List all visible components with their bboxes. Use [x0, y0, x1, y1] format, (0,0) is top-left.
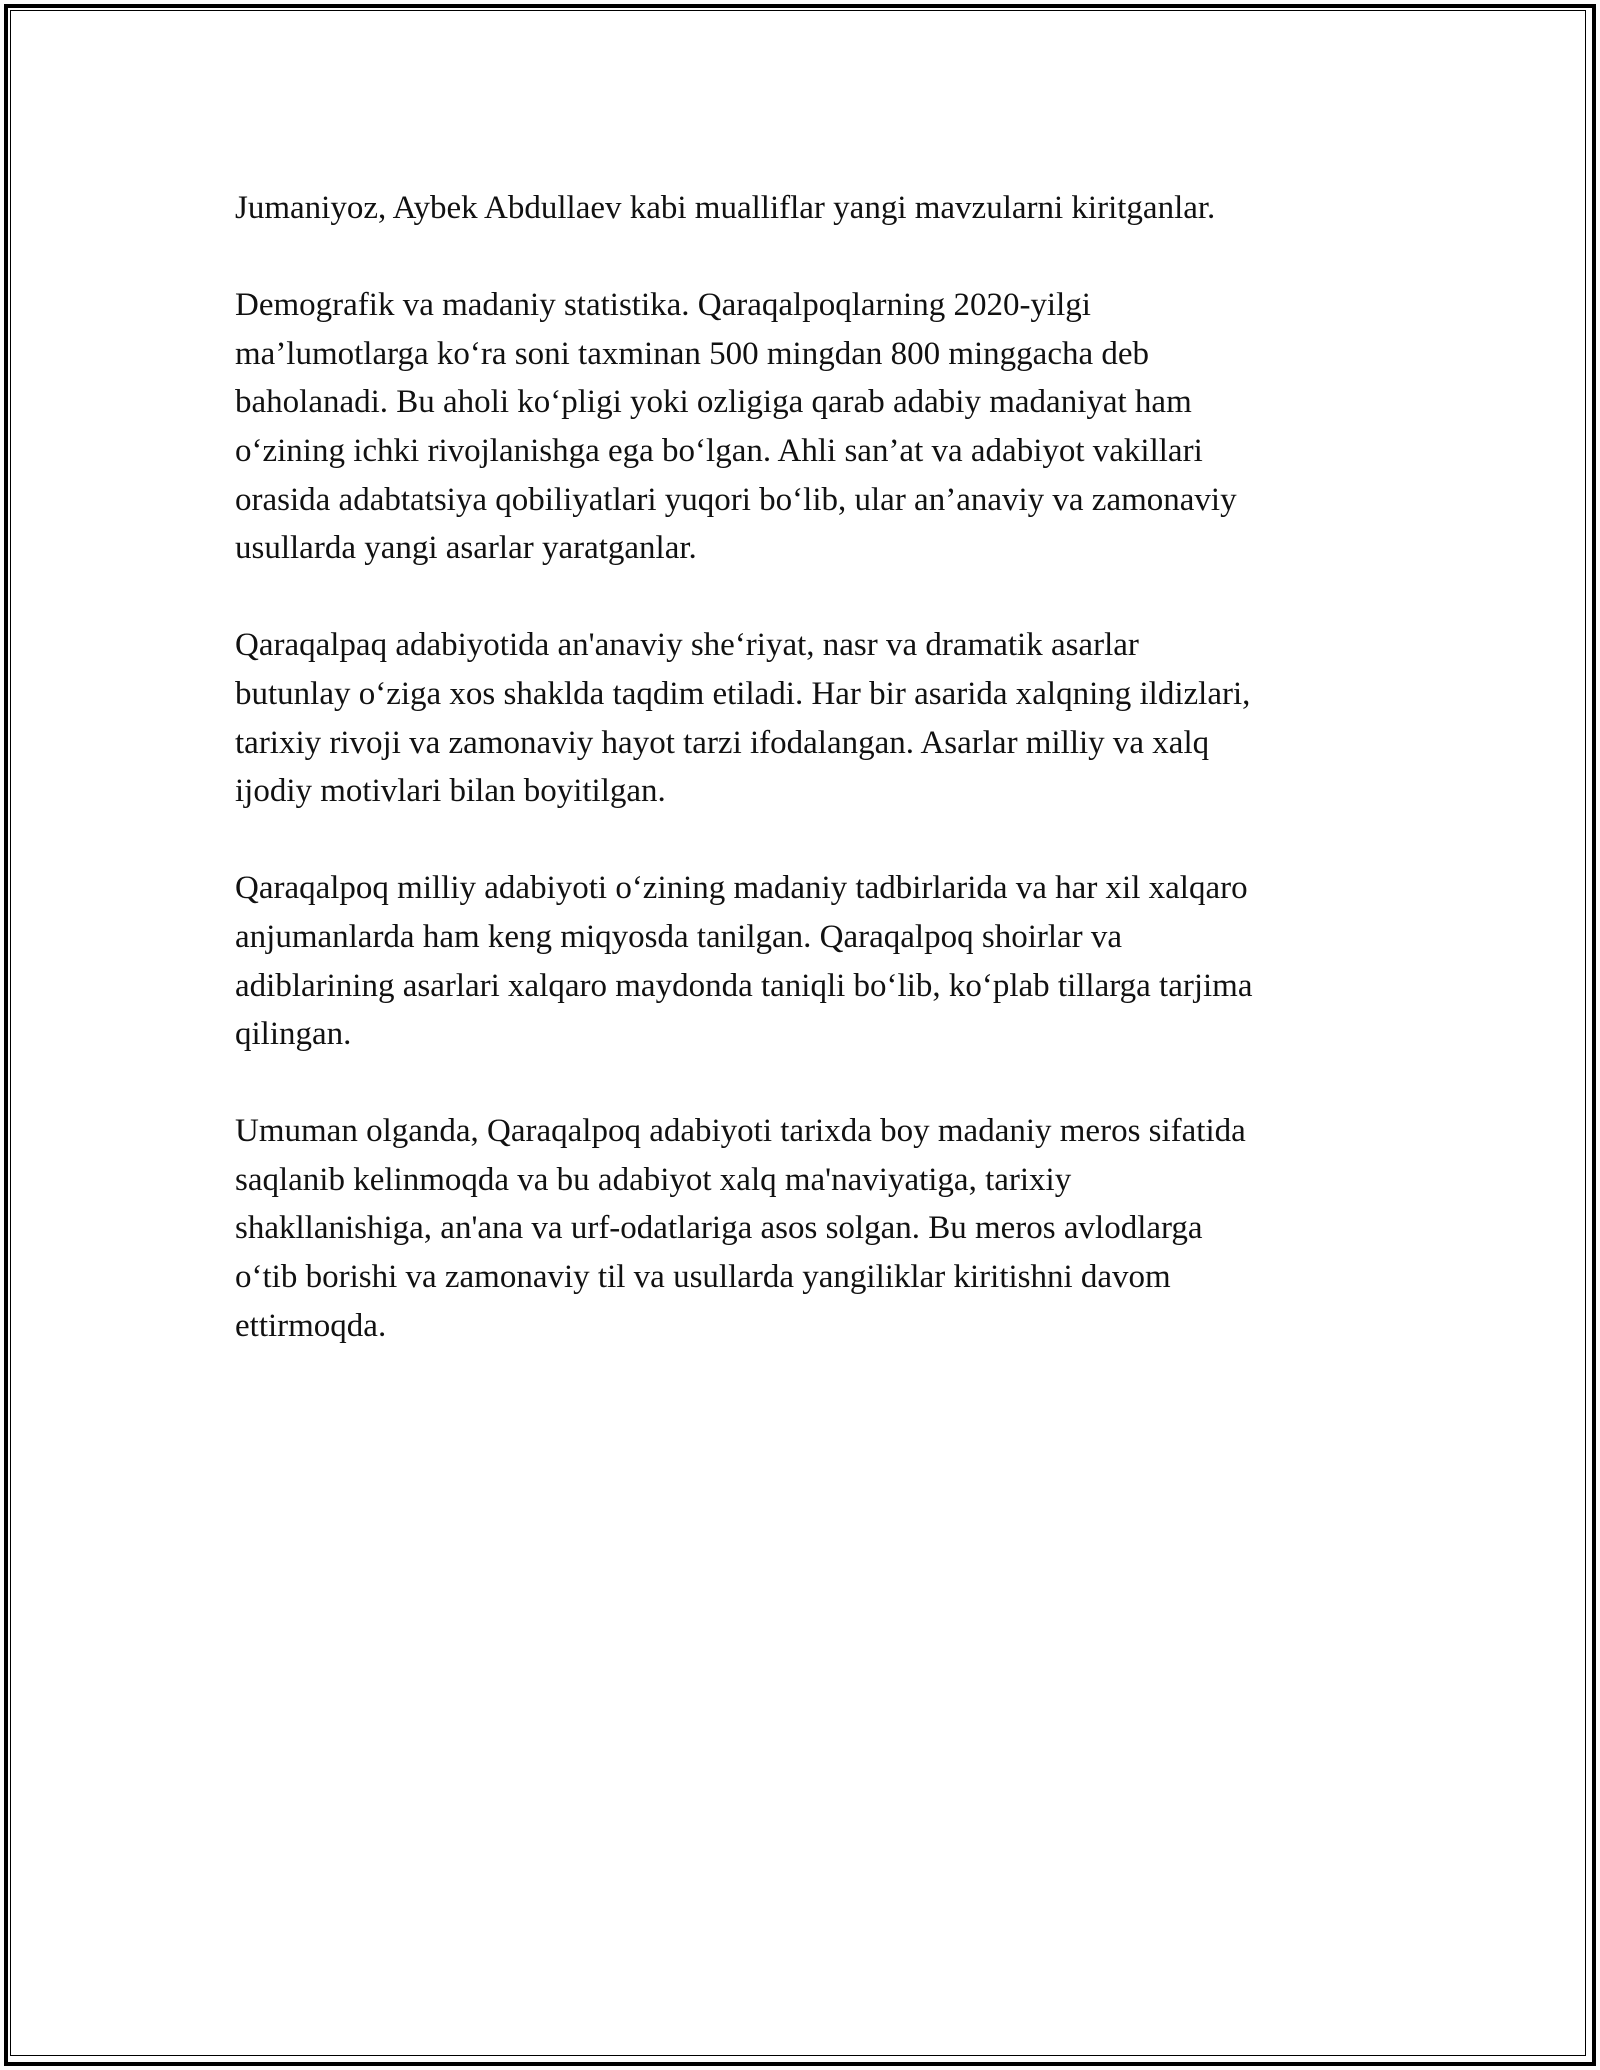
paragraph-2: Demografik va madaniy statistika. Qaraqalpoqlarning 2020-yilgi ma’lumotlarga ko‘ra soni taxminan 500 mingdan 800 minggacha deb baholanadi. Bu aholi ko‘pligi yoki ozligiga qarab adabiy madaniyat ham o‘zining ichki rivojlanishga ega bo‘lgan. Ahli san’at va adabiyot vakillari orasida adabtatsiya qobiliyatlari yuqori bo‘lib, ular an’anaviy va zamonaviy usullarda yangi asarlar yaratganlar. — [235, 287, 1237, 567]
paragraph-1: Jumaniyoz, Aybek Abdullaev kabi mualliflar yangi mavzularni kiritganlar. — [235, 190, 1216, 226]
document-body — [235, 184, 1395, 1399]
paragraph-4: Qaraqalpoq milliy adabiyoti o‘zining madaniy tadbirlarida va har xil xalqaro anjumanlarda ham keng miqyosda tanilgan. Qaraqalpoq shoirlar va adiblarining asarlari xalqaro maydonda taniqli bo‘lib, ko‘plab tillarga tarjima qilingan. — [235, 870, 1253, 1053]
paragraph-3: Qaraqalpaq adabiyotida an'anaviy she‘riyat, nasr va dramatik asarlar butunlay o‘ziga xos shaklda taqdim etiladi. Har bir asarida xalqning ildizlari, tarixiy rivoji va zamonaviy hayot tarzi ifodalangan. Asarlar milliy va xalq ijodiy motivlari bilan boyitilgan. — [235, 627, 1251, 810]
paragraph-5: Umuman olganda, Qaraqalpoq adabiyoti tarixda boy madaniy meros sifatida saqlanib kelinmoqda va bu adabiyot xalq ma'naviyatiga, tarixiy shakllanishiga, an'ana va urf-odatlariga asos solgan. Bu meros avlodlarga o‘tib borishi va zamonaviy til va usullarda yangiliklar kiritishni davom ettirmoqda. — [235, 1113, 1246, 1344]
